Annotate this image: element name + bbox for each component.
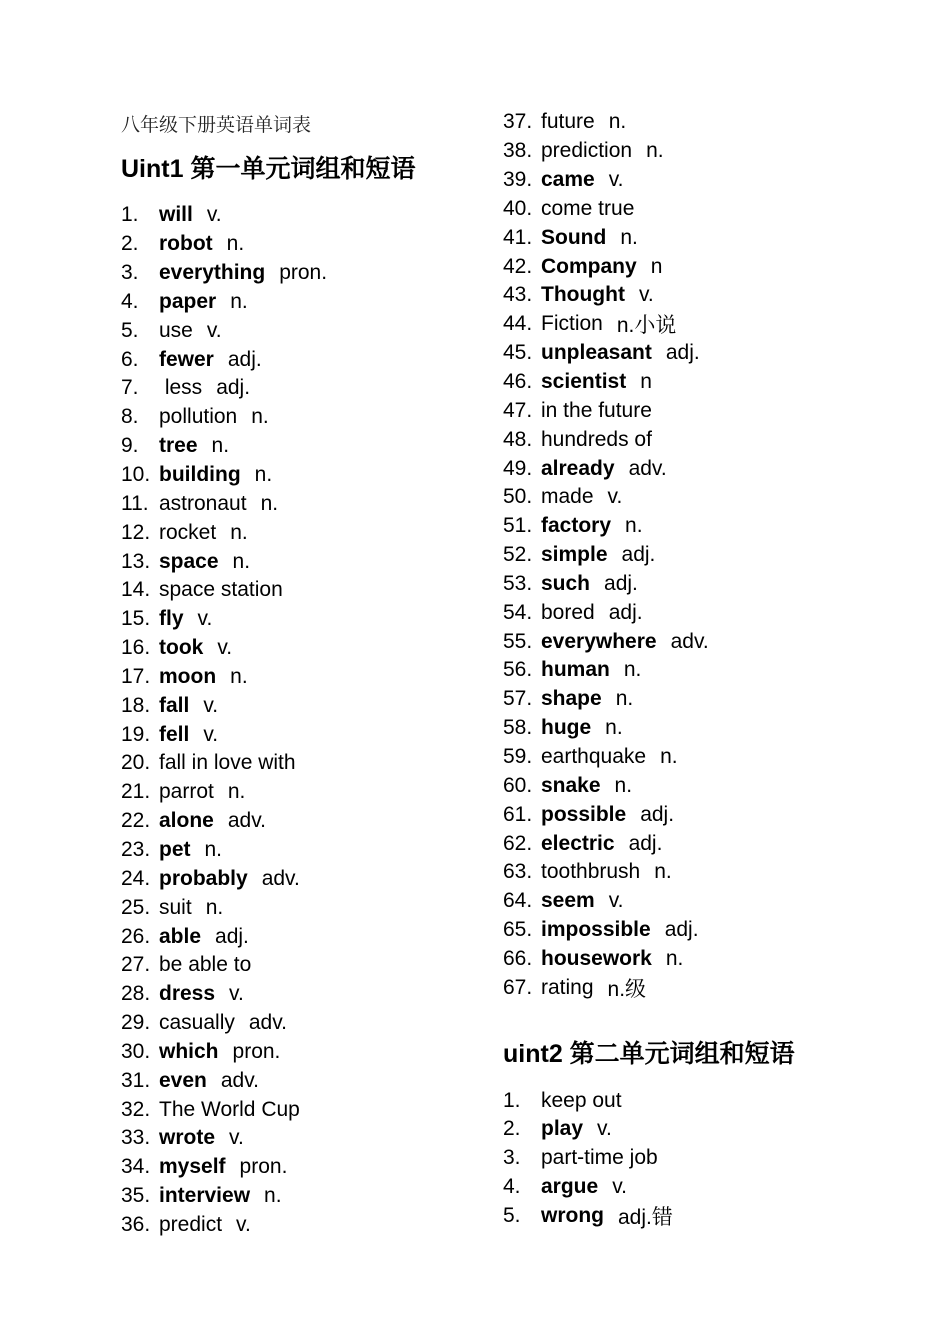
item-number: 61. [503,802,533,826]
list-item [503,771,883,800]
list-item [121,980,501,1009]
item-word: The World Cup [159,1097,300,1121]
item-part-of-speech: n. [620,225,638,249]
list-item [503,396,883,425]
item-word: myself [159,1155,226,1179]
item-word: rocket [159,520,217,544]
item-number: 3. [121,261,139,285]
item-part-of-speech: adv. [628,456,667,480]
list-item [503,108,883,137]
list-item [121,316,501,345]
item-part-of-speech: v. [203,722,219,746]
item-number: 54. [503,600,533,624]
list-item [121,893,501,922]
item-word: prediction [541,139,633,163]
item-word: fewer [159,347,214,371]
item-number: 35. [121,1184,151,1208]
item-word: which [159,1039,219,1063]
list-item [503,743,883,772]
item-part-of-speech: n. [660,744,678,768]
list-item [121,461,501,490]
item-part-of-speech: n. [211,434,230,458]
unit1-heading: Uint1 第一单元词组和短语 [121,155,416,183]
item-number: 30. [121,1039,151,1063]
item-part-of-speech: v. [203,693,219,717]
list-item [503,310,883,339]
item-number: 32. [121,1097,151,1121]
list-item [503,223,883,252]
item-number: 5. [503,1203,521,1227]
item-number: 1. [121,203,139,227]
item-word: snake [541,773,601,797]
item-part-of-speech: v. [217,636,233,660]
item-word: simple [541,543,608,567]
item-number: 17. [121,664,151,688]
item-number: 13. [121,549,151,573]
item-number: 4. [503,1175,521,1199]
item-word: fall [159,693,190,717]
item-part-of-speech: adv. [227,809,266,833]
item-part-of-speech: n.小说 [616,314,677,338]
item-number: 6. [121,347,139,371]
item-number: 45. [503,341,533,365]
item-part-of-speech: v. [608,889,624,913]
item-number: 19. [121,722,151,746]
item-part-of-speech: pron. [239,1155,288,1179]
item-word: paper [159,289,217,313]
list-item [503,195,883,224]
unit1-list-right [503,108,883,1002]
item-number: 2. [121,232,139,256]
item-word: alone [159,809,214,833]
item-part-of-speech: adj. [604,571,638,595]
item-word: space [159,549,219,573]
list-item [503,887,883,916]
item-number: 14. [121,578,151,602]
list-item [503,252,883,281]
item-part-of-speech: adv. [261,866,300,890]
list-item [503,368,883,397]
item-word: took [159,636,204,660]
item-word: play [541,1117,584,1141]
item-word: everywhere [541,629,657,653]
item-part-of-speech: adv. [220,1068,260,1092]
item-number: 16. [121,636,151,660]
item-word: space station [159,578,283,602]
item-word: Thought [541,283,625,307]
item-word: rating [541,975,594,999]
item-part-of-speech: n. [227,780,246,804]
unit2-heading: uint2 第二单元词组和短语 [503,1040,795,1069]
item-part-of-speech: adj.错 [618,1205,673,1229]
list-item [121,605,501,634]
item-part-of-speech: adj. [665,341,700,365]
item-number: 39. [503,168,533,192]
item-number: 51. [503,514,533,538]
item-word: predict [159,1212,223,1236]
list-item [121,1153,501,1182]
item-word: wrote [159,1126,216,1150]
item-word: be able to [159,953,252,977]
item-part-of-speech: n [650,254,663,278]
list-item [121,432,501,461]
item-number: 24. [121,866,151,890]
item-word: such [541,571,591,595]
item-word: pollution [159,405,238,429]
item-word: argue [541,1175,599,1199]
item-part-of-speech: adj. [608,600,643,624]
item-number: 15. [121,607,151,631]
item-number: 57. [503,687,533,711]
item-number: 12. [121,520,151,544]
list-item [503,714,883,743]
item-part-of-speech: adv. [248,1011,288,1035]
item-word: will [159,203,193,227]
item-number: 55. [503,629,533,653]
item-word: less [159,376,203,400]
list-item [121,749,501,778]
page-title: 八年级下册英语单词表 [121,114,312,136]
item-part-of-speech: n. [232,549,251,573]
item-part-of-speech: n. [260,491,279,515]
list-item [503,627,883,656]
item-number: 64. [503,889,533,913]
item-part-of-speech: v. [206,318,222,342]
item-word: fall in love with [159,751,296,775]
item-number: 59. [503,744,533,768]
list-item [121,634,501,663]
item-number: 42. [503,254,533,278]
item-word: impossible [541,918,651,942]
list-item [121,1182,501,1211]
item-part-of-speech: v. [197,607,213,631]
item-part-of-speech: n [640,370,652,394]
item-part-of-speech: pron. [279,261,328,285]
item-number: 56. [503,658,533,682]
item-number: 18. [121,693,151,717]
list-item [503,656,883,685]
item-word: possible [541,802,627,826]
list-item [503,858,883,887]
item-part-of-speech: adj. [628,831,663,855]
item-part-of-speech: n. [204,837,223,861]
item-word: casually [159,1011,235,1035]
item-word: electric [541,831,615,855]
item-number: 52. [503,543,533,567]
item-part-of-speech: n. [226,232,245,256]
item-number: 11. [121,491,149,515]
item-part-of-speech: adj. [215,924,249,948]
item-number: 25. [121,895,151,919]
list-item [121,547,501,576]
right-column [503,108,883,1230]
list-item [121,1095,501,1124]
item-word: huge [541,716,592,740]
item-part-of-speech: v. [236,1212,251,1236]
list-item [503,425,883,454]
list-item [121,403,501,432]
list-item [121,230,501,259]
item-word: Company [541,254,637,278]
list-item [121,691,501,720]
list-item [503,339,883,368]
item-word: building [159,463,241,487]
list-item [121,345,501,374]
item-number: 22. [121,809,151,833]
item-number: 20. [121,751,151,775]
list-item [503,1086,883,1115]
list-item [503,166,883,195]
item-part-of-speech: pron. [232,1039,281,1063]
item-word: keep out [541,1088,622,1112]
item-number: 50. [503,485,533,509]
list-item [503,1144,883,1173]
item-part-of-speech: v. [608,168,624,192]
item-word: made [541,485,594,509]
list-item [503,598,883,627]
item-part-of-speech: n. [254,463,273,487]
item-part-of-speech: v. [206,203,222,227]
list-item [121,1124,501,1153]
item-part-of-speech: n. [264,1184,282,1208]
list-item [121,201,501,230]
item-word: already [541,456,615,480]
item-word: use [159,318,193,342]
item-number: 29. [121,1011,151,1035]
item-number: 40. [503,196,533,220]
item-word: astronaut [159,491,247,515]
item-number: 49. [503,456,533,480]
list-item [503,281,883,310]
item-number: 46. [503,370,533,394]
item-number: 34. [121,1155,151,1179]
item-part-of-speech: adj. [621,543,656,567]
item-number: 3. [503,1146,521,1170]
item-word: earthquake [541,744,647,768]
item-number: 27. [121,953,151,977]
list-item [503,685,883,714]
item-number: 9. [121,434,139,458]
item-word: future [541,110,595,134]
list-item [503,541,883,570]
list-item [121,1037,501,1066]
unit2-list [503,1086,883,1230]
item-number: 47. [503,398,533,422]
list-item [121,864,501,893]
item-number: 23. [121,837,151,861]
item-part-of-speech: n. [615,687,634,711]
item-word: everything [159,261,266,285]
item-number: 62. [503,831,533,855]
list-item [121,720,501,749]
item-number: 37. [503,110,533,134]
item-part-of-speech: v. [612,1175,627,1199]
item-part-of-speech: n. [251,405,269,429]
item-word: tree [159,434,198,458]
item-part-of-speech: n. [230,289,248,313]
item-part-of-speech: v. [597,1117,612,1141]
item-part-of-speech: adj. [216,376,251,400]
list-item [121,576,501,605]
item-word: shape [541,687,602,711]
item-word: parrot [159,780,214,804]
item-word: probably [159,866,248,890]
item-number: 28. [121,982,151,1006]
item-word: moon [159,664,217,688]
item-word: scientist [541,370,627,394]
list-item [121,259,501,288]
list-item [503,916,883,945]
item-word: fly [159,607,184,631]
item-part-of-speech: adj. [227,347,262,371]
item-number: 26. [121,924,151,948]
item-word: even [159,1068,207,1092]
item-number: 53. [503,571,533,595]
item-word: housework [541,946,652,970]
item-number: 41. [503,225,533,249]
item-part-of-speech: v. [229,982,244,1006]
list-item [121,374,501,403]
list-item [503,483,883,512]
item-word: came [541,168,595,192]
left-column [121,147,501,1239]
item-word: come true [541,196,635,220]
item-word: interview [159,1184,251,1208]
item-word: pet [159,837,191,861]
item-word: factory [541,514,612,538]
item-part-of-speech: adj. [640,802,675,826]
item-number: 33. [121,1126,151,1150]
item-word: unpleasant [541,341,652,365]
item-number: 4. [121,289,139,313]
list-item [503,1115,883,1144]
item-part-of-speech: adj. [664,918,699,942]
item-part-of-speech: n. [608,110,627,134]
item-part-of-speech: n. [625,514,643,538]
item-number: 67. [503,975,533,999]
item-word: human [541,658,610,682]
item-number: 31. [121,1068,151,1092]
item-word: Sound [541,225,607,249]
list-item [121,922,501,951]
item-word: robot [159,232,213,256]
item-part-of-speech: n. [646,139,664,163]
item-number: 65. [503,918,533,942]
list-item [503,137,883,166]
list-item [121,663,501,692]
item-number: 5. [121,318,139,342]
list-item [503,973,883,1002]
item-word: able [159,924,202,948]
list-item [503,454,883,483]
item-word: in the future [541,398,652,422]
list-item [503,1173,883,1202]
list-item [503,829,883,858]
item-part-of-speech: n. [665,946,684,970]
item-number: 2. [503,1117,521,1141]
list-item [121,778,501,807]
item-number: 38. [503,139,533,163]
unit1-list-left [121,201,501,1239]
list-item [503,944,883,973]
item-part-of-speech: n. [654,860,672,884]
item-part-of-speech: v. [638,283,654,307]
item-word: part-time job [541,1146,658,1170]
item-word: toothbrush [541,860,641,884]
item-word: Fiction [541,312,603,336]
list-item [121,1009,501,1038]
item-number: 21. [121,780,151,804]
item-word: fell [159,722,190,746]
list-item [503,800,883,829]
item-word: hundreds of [541,427,652,451]
item-number: 60. [503,773,533,797]
list-item [121,489,501,518]
item-part-of-speech: adv. [670,629,709,653]
list-item [121,1211,501,1240]
list-item [121,807,501,836]
item-number: 66. [503,946,533,970]
list-item [503,1202,883,1231]
list-item [503,512,883,541]
item-number: 1. [503,1088,521,1112]
item-word: wrong [541,1203,604,1227]
item-number: 48. [503,427,533,451]
list-item [121,951,501,980]
item-number: 58. [503,716,533,740]
item-part-of-speech: v. [607,485,623,509]
item-word: seem [541,889,595,913]
item-word: bored [541,600,595,624]
item-part-of-speech: n. [623,658,642,682]
list-item [503,570,883,599]
item-number: 36. [121,1212,151,1236]
item-number: 63. [503,860,533,884]
item-part-of-speech: n.级 [607,977,647,1001]
item-number: 7. [121,376,139,400]
item-part-of-speech: v. [229,1126,244,1150]
list-item [121,1066,501,1095]
list-item [121,518,501,547]
item-number: 10. [121,463,151,487]
item-word: suit [159,895,192,919]
item-part-of-speech: n. [230,664,248,688]
item-part-of-speech: n. [205,895,224,919]
item-part-of-speech: n. [230,520,248,544]
item-number: 44. [503,312,533,336]
item-word: dress [159,982,216,1006]
item-part-of-speech: n. [605,716,623,740]
item-number: 8. [121,405,139,429]
item-part-of-speech: n. [614,773,633,797]
list-item [121,836,501,865]
item-number: 43. [503,283,533,307]
list-item [121,288,501,317]
